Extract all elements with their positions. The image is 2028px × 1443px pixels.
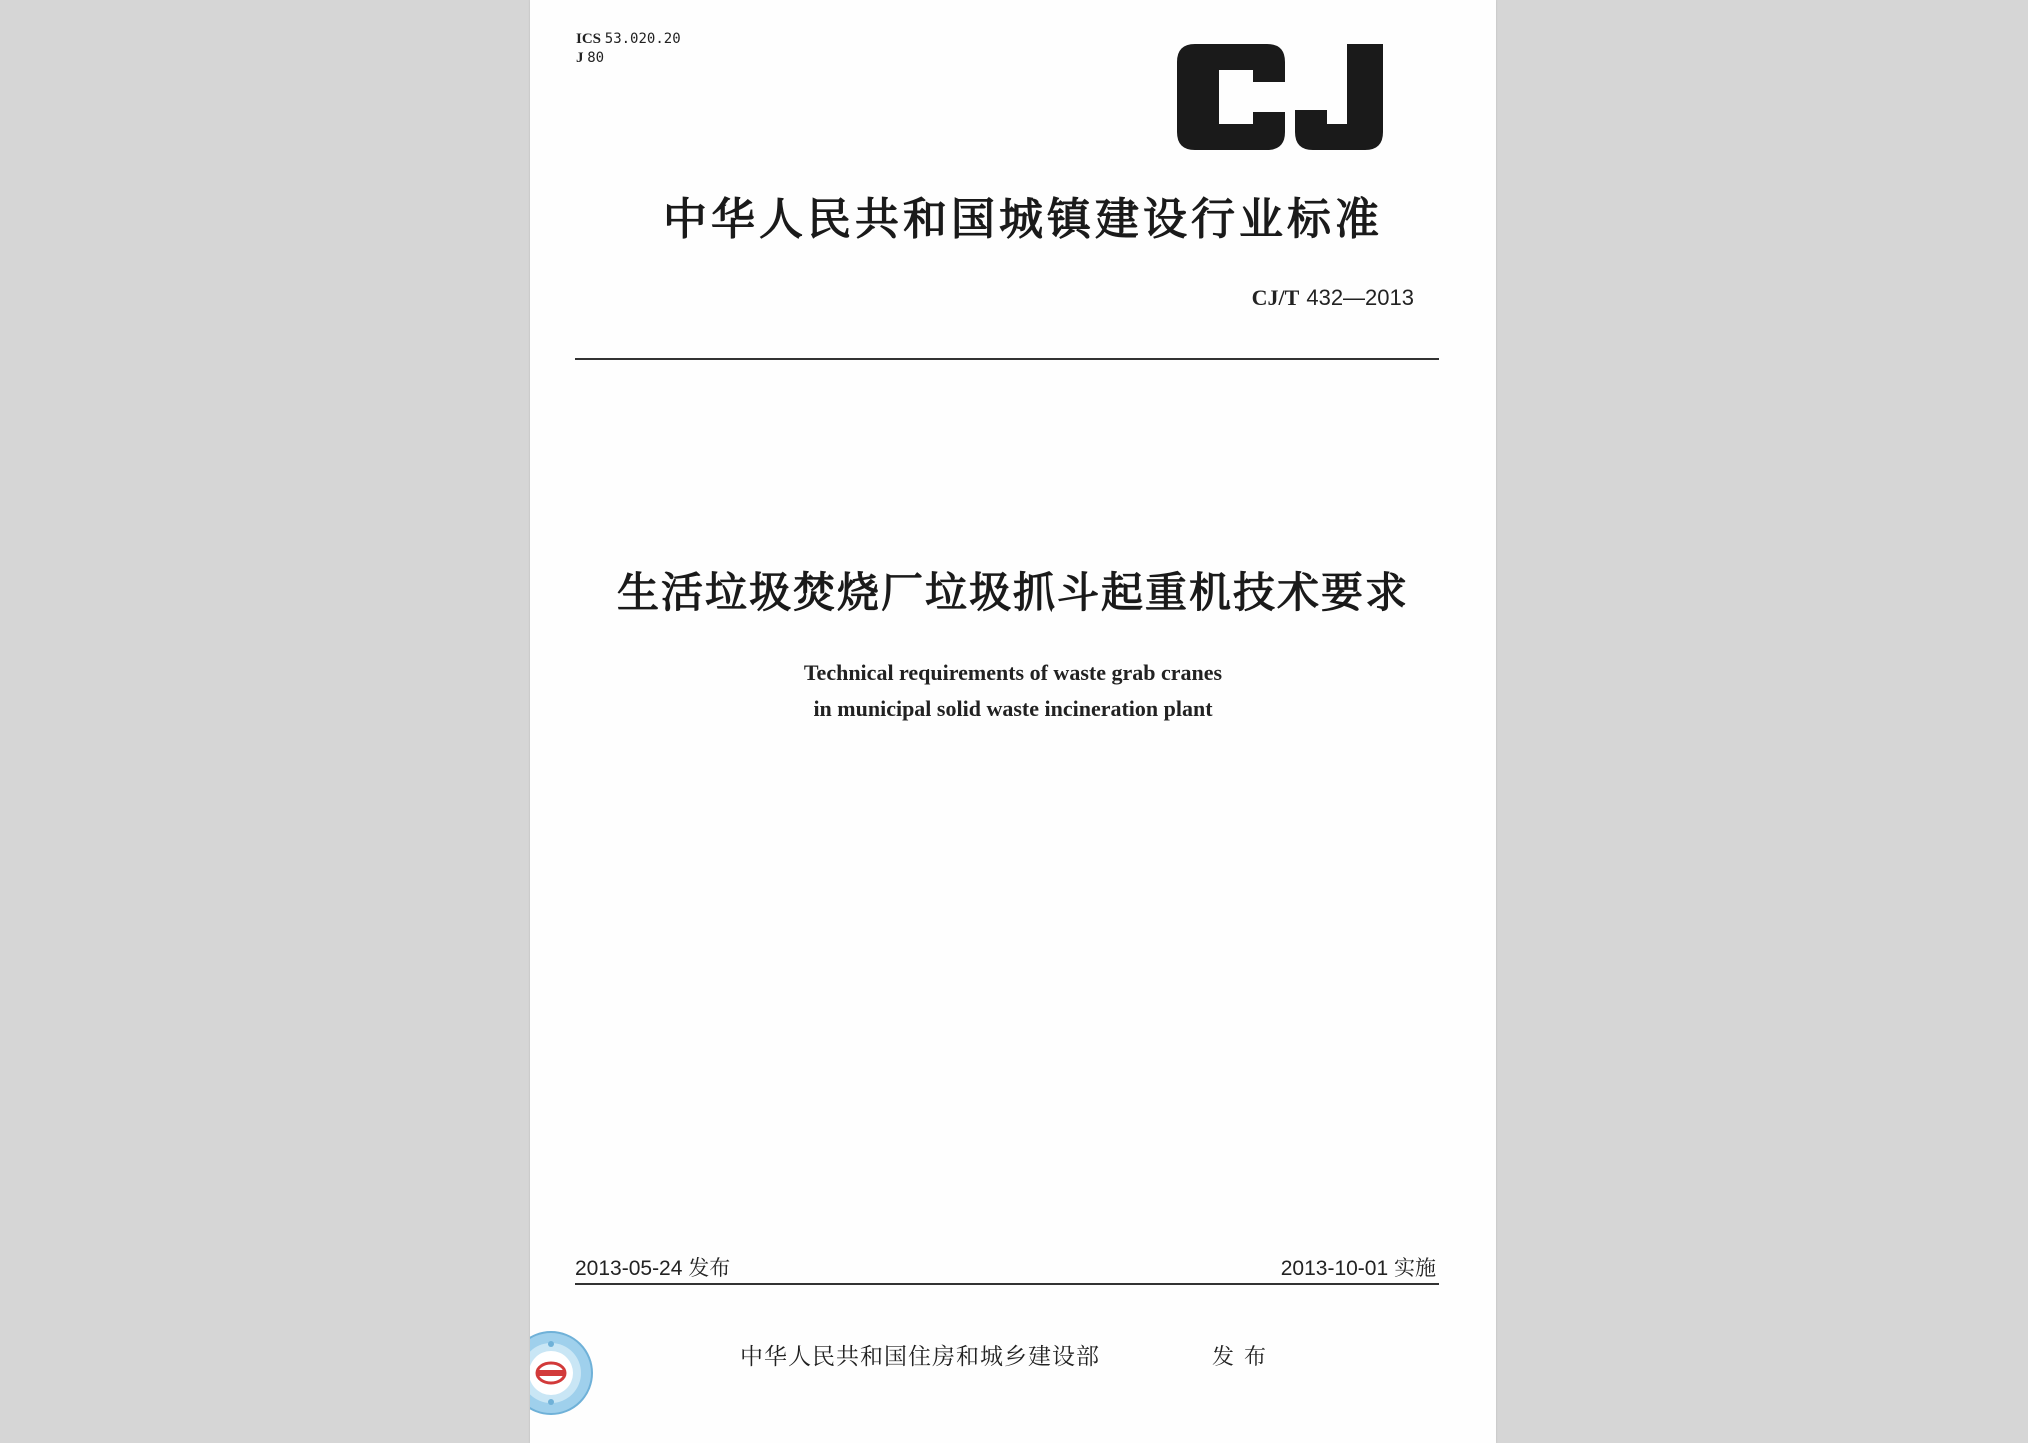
english-title-line2: in municipal solid waste incineration plant [813,696,1213,721]
top-divider [575,358,1439,360]
bottom-divider [575,1283,1439,1285]
ics-label: ICS [576,31,602,47]
publish-label: 发布 [1212,1345,1277,1370]
english-title [530,655,1496,727]
ics-code: 53.020.20 [604,31,681,47]
anti-counterfeit-seal-icon [530,1330,594,1416]
standard-code [1252,285,1414,311]
class-code: 80 [587,50,605,66]
english-title-line1: Technical requirements of waste grab cranes [803,660,1223,685]
class-line [576,49,681,68]
issue-date: 2013-05-24 发布 [575,1257,731,1280]
classification-codes [576,30,681,68]
chinese-title: 生活垃圾焚烧厂垃圾抓斗起重机技术要求 [616,568,1409,617]
cj-logo [1175,44,1385,150]
document-page [530,0,1496,1443]
publisher-name: 中华人民共和国住房和城乡建设部 [740,1344,1100,1370]
cj-logo-letter-c [1177,44,1285,150]
cj-logo-letter-j [1295,44,1383,150]
standard-code-number: 432—2013 [1306,285,1414,310]
ics-line [576,30,681,49]
standard-code-prefix: CJ/T [1251,285,1300,310]
implement-date: 2013-10-01 实施 [1280,1257,1436,1280]
class-label: J [576,50,584,66]
standard-type-title: 中华人民共和国城镇建设行业标准 [663,194,1383,245]
